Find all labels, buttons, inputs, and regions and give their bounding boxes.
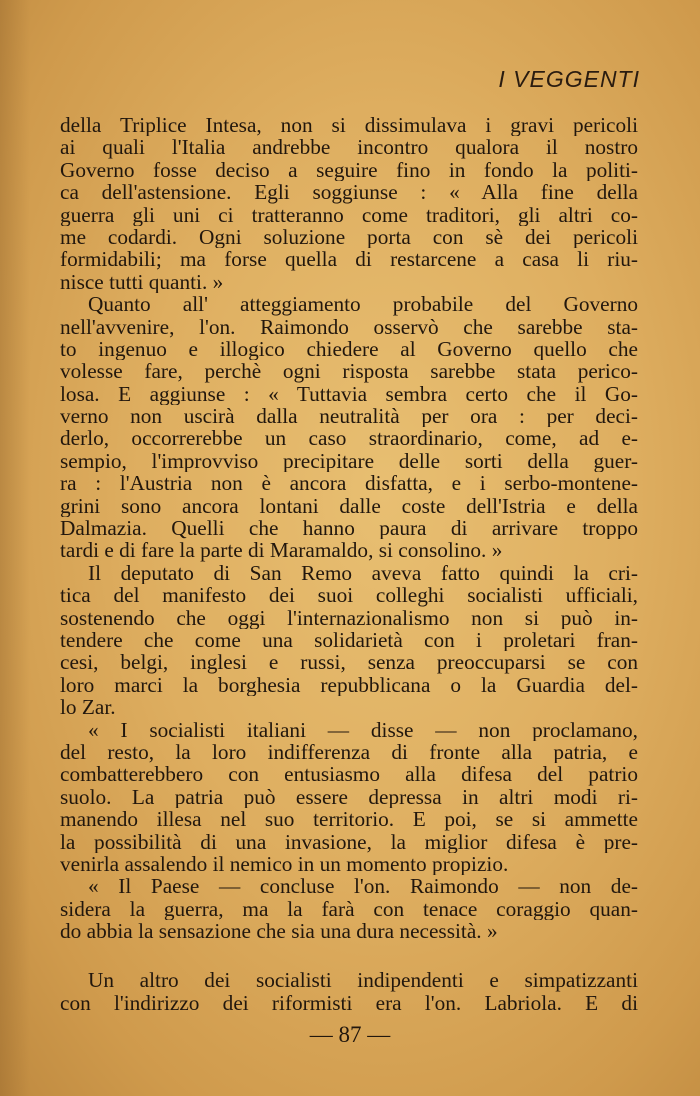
text-line: « I socialisti italiani — disse — non proclamano, [88, 718, 638, 741]
text-line: Dalmazia. Quelli che hanno paura di arrivare troppo [60, 517, 638, 540]
text-line: derlo, occorrerebbe un caso straordinario, come, ad e- [60, 427, 638, 450]
paragraph [60, 293, 638, 562]
text-line: verno non uscirà dalla neutralità per ora : per deci- [60, 405, 638, 428]
paragraph [60, 114, 638, 293]
text-line: to ingenuo e illogico chiedere al Governo quello che [60, 337, 638, 361]
text-line: Il deputato di San Remo aveva fatto quindi la cri- [88, 561, 638, 585]
section-gap [60, 942, 638, 969]
text-line: sidera la guerra, ma la farà con tenace coraggio quan- [60, 897, 638, 921]
text-line: ai quali l'Italia andrebbe incontro qualora il nostro [60, 136, 638, 159]
text-line: tendere che come una solidarietà con i proletari fran- [60, 628, 638, 652]
text-line: me codardi. Ogni soluzione porta con sè dei pericoli [60, 225, 638, 249]
paragraph [60, 969, 638, 1014]
text-line: volesse fare, perchè ogni risposta sarebbe stata perico- [60, 360, 638, 383]
text-line: sempio, l'improvviso precipitare delle sorti della guer- [60, 449, 638, 473]
text-line: nisce tutti quanti. » [60, 270, 224, 294]
paragraph [60, 719, 638, 876]
text-line: della Triplice Intesa, non si dissimulava i gravi pericoli [60, 114, 638, 137]
text-line: sostenendo che oggi l'internazionalismo non si può in- [60, 606, 638, 629]
text-line: tica del manifesto dei suoi colleghi socialisti ufficiali, [60, 584, 638, 607]
text-line: manendo illesa nel suo territorio. E poi, se si ammette [60, 808, 638, 831]
running-head: I VEGGENTI [498, 66, 640, 92]
text-line: formidabili; ma forse quella di restarcene a casa li riu- [60, 248, 638, 271]
text-line: venirla assalendo il nemico in un momento propizio. [60, 852, 509, 876]
paragraph [60, 875, 638, 942]
page-number: — 87 — [309, 1022, 391, 1047]
text-line: con l'indirizzo dei riformisti era l'on. Labriola. E di [60, 991, 638, 1015]
text-line: la possibilità di una invasione, la miglior difesa è pre- [60, 830, 638, 853]
text-line: « Il Paese — concluse l'on. Raimondo — non de- [88, 875, 638, 898]
paragraph [60, 562, 638, 719]
text-line: grini sono ancora lontani dalle coste dell'Istria e della [60, 494, 638, 518]
text-line: loro marci la borghesia repubblicana o la Guardia del- [60, 673, 638, 697]
text-line: ca dell'astensione. Egli soggiunse : « Alla fine della [60, 181, 638, 204]
text-line: cesi, belgi, inglesi e russi, senza preoccuparsi se con [60, 651, 638, 674]
text-line: losa. E aggiunse : « Tuttavia sembra certo che il Go- [60, 382, 638, 406]
text-line: Quanto all' atteggiamento probabile del Governo [88, 293, 638, 316]
text-line: combatterebbero con entusiasmo alla difesa del patrio [60, 763, 638, 786]
text-line: tardi e di fare la parte di Maramaldo, si consolino. » [60, 539, 503, 562]
text-line: Un altro dei socialisti indipendenti e simpatizzanti [88, 969, 638, 992]
text-line: ra : l'Austria non è ancora disfatta, e i serbo-montene- [60, 472, 638, 495]
text-line: Governo fosse deciso a seguire fino in fondo la politi- [60, 158, 638, 182]
text-line: do abbia la sensazione che sia una dura necessità. » [60, 920, 498, 943]
text-line: del resto, la loro indifferenza di fronte alla patria, e [60, 740, 638, 764]
text-line: lo Zar. [60, 696, 116, 719]
text-line: suolo. La patria può essere depressa in altri modi ri- [60, 785, 638, 809]
body-text [60, 114, 638, 1014]
text-line: guerra gli uni ci tratteranno come traditori, gli altri co- [60, 203, 638, 226]
text-line: nell'avvenire, l'on. Raimondo osservò che sarebbe sta- [60, 315, 638, 338]
